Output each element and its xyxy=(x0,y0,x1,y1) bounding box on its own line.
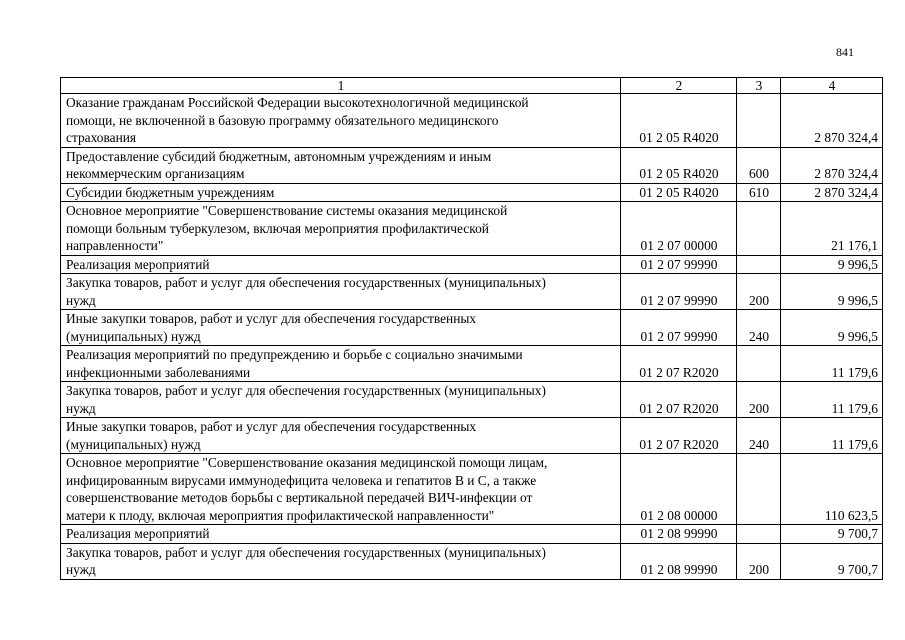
row-code: 01 2 07 99990 xyxy=(621,310,737,346)
row-name-line: Иные закупки товаров, работ и услуг для обеспечения государственных xyxy=(66,311,477,326)
row-expense-type xyxy=(737,454,781,525)
row-name-line: совершенствование методов борьбы с вертикальной передачей ВИЧ-инфекции от xyxy=(66,490,533,505)
row-name-line: Иные закупки товаров, работ и услуг для обеспечения государственных xyxy=(66,419,477,434)
row-name-line: некоммерческим организациям xyxy=(66,166,245,181)
row-code: 01 2 07 R2020 xyxy=(621,382,737,418)
row-amount: 2 870 324,4 xyxy=(781,147,883,183)
row-name-line: (муниципальных) нужд xyxy=(66,436,201,452)
row-amount: 11 179,6 xyxy=(781,418,883,454)
row-expense-type xyxy=(737,94,781,148)
row-name xyxy=(61,382,621,418)
row-code: 01 2 08 00000 xyxy=(621,454,737,525)
table-row xyxy=(61,543,883,579)
row-name-line: Закупка товаров, работ и услуг для обеспечения государственных (муниципальных) xyxy=(66,383,546,398)
table-row xyxy=(61,147,883,183)
row-name-line: помощи больным туберкулезом, включая мероприятия профилактической xyxy=(66,220,489,236)
row-code: 01 2 08 99990 xyxy=(621,525,737,544)
row-name xyxy=(61,454,621,525)
row-name-line: инфекционными заболеваниями xyxy=(66,364,251,380)
row-name-line: Закупка товаров, работ и услуг для обеспечения государственных (муниципальных) xyxy=(66,544,546,560)
row-amount: 9 996,5 xyxy=(781,274,883,310)
row-name-line: Основное мероприятие "Совершенствование оказания медицинской помощи лицам, xyxy=(66,455,548,470)
row-name-line: Реализация мероприятий xyxy=(66,256,210,272)
column-header-2: 2 xyxy=(621,78,737,94)
row-expense-type xyxy=(737,202,781,256)
row-name-line: (муниципальных) нужд xyxy=(66,328,201,344)
row-name-line: Закупка товаров, работ и услуг для обеспечения государственных (муниципальных) xyxy=(66,275,546,290)
row-name-line: инфицированным вирусами иммунодефицита человека и гепатитов B и C, а также xyxy=(66,472,537,488)
row-name-line: Предоставление субсидий бюджетным, автономным учреждениям и иным xyxy=(66,148,492,164)
table-row xyxy=(61,346,883,382)
row-code: 01 2 05 R4020 xyxy=(621,94,737,148)
row-name xyxy=(61,183,621,202)
row-amount: 21 176,1 xyxy=(781,202,883,256)
budget-table xyxy=(60,77,883,580)
row-name-line: Основное мероприятие "Совершенствование системы оказания медицинской xyxy=(66,203,508,218)
row-name-line: Реализация мероприятий xyxy=(66,526,210,541)
column-header-4: 4 xyxy=(781,78,883,94)
table-row xyxy=(61,274,883,310)
row-name xyxy=(61,543,621,579)
table-row xyxy=(61,525,883,544)
table-row xyxy=(61,382,883,418)
column-header-1: 1 xyxy=(61,78,621,94)
row-name-line: направленности" xyxy=(66,238,164,253)
row-name-line: нужд xyxy=(66,400,96,416)
row-name-line: страхования xyxy=(66,130,137,145)
row-expense-type: 200 xyxy=(737,382,781,418)
row-name xyxy=(61,202,621,256)
column-header-3: 3 xyxy=(737,78,781,94)
table-row xyxy=(61,202,883,256)
row-name-line: нужд xyxy=(66,292,96,308)
row-name xyxy=(61,147,621,183)
row-amount: 11 179,6 xyxy=(781,382,883,418)
table-row xyxy=(61,255,883,274)
row-expense-type: 240 xyxy=(737,310,781,346)
row-name-line: нужд xyxy=(66,562,96,577)
row-amount: 9 700,7 xyxy=(781,543,883,579)
row-expense-type: 610 xyxy=(737,183,781,202)
row-name-line: помощи, не включенной в базовую программу обязательного медицинского xyxy=(66,112,499,128)
row-name xyxy=(61,94,621,148)
row-code: 01 2 07 R2020 xyxy=(621,346,737,382)
table-row xyxy=(61,454,883,525)
row-expense-type xyxy=(737,255,781,274)
row-name-line: Оказание гражданам Российской Федерации высокотехнологичной медицинской xyxy=(66,95,529,110)
row-amount: 2 870 324,4 xyxy=(781,183,883,202)
row-code: 01 2 07 R2020 xyxy=(621,418,737,454)
row-expense-type xyxy=(737,525,781,544)
row-amount: 11 179,6 xyxy=(781,346,883,382)
row-code: 01 2 07 99990 xyxy=(621,255,737,274)
row-amount: 9 996,5 xyxy=(781,255,883,274)
row-name xyxy=(61,525,621,544)
table-row xyxy=(61,183,883,202)
row-expense-type: 600 xyxy=(737,147,781,183)
row-amount: 2 870 324,4 xyxy=(781,94,883,148)
row-code: 01 2 05 R4020 xyxy=(621,183,737,202)
row-name-line: Реализация мероприятий по предупреждению и борьбе с социально значимыми xyxy=(66,347,523,362)
row-code: 01 2 05 R4020 xyxy=(621,147,737,183)
row-name xyxy=(61,346,621,382)
row-name xyxy=(61,418,621,454)
row-name xyxy=(61,310,621,346)
row-name xyxy=(61,274,621,310)
row-code: 01 2 07 00000 xyxy=(621,202,737,256)
row-name-line: Субсидии бюджетным учреждениям xyxy=(66,184,275,200)
row-name xyxy=(61,255,621,274)
row-code: 01 2 08 99990 xyxy=(621,543,737,579)
row-expense-type: 240 xyxy=(737,418,781,454)
row-amount: 9 996,5 xyxy=(781,310,883,346)
table-row xyxy=(61,310,883,346)
row-expense-type xyxy=(737,346,781,382)
row-amount: 110 623,5 xyxy=(781,454,883,525)
row-name-line: матери к плоду, включая мероприятия профилактической направленности" xyxy=(66,507,495,523)
row-code: 01 2 07 99990 xyxy=(621,274,737,310)
table-row xyxy=(61,418,883,454)
table-row xyxy=(61,94,883,148)
row-expense-type: 200 xyxy=(737,543,781,579)
row-amount: 9 700,7 xyxy=(781,525,883,544)
table-body xyxy=(61,78,883,580)
page-number: 841 xyxy=(836,45,854,59)
row-expense-type: 200 xyxy=(737,274,781,310)
header-row xyxy=(61,78,883,94)
